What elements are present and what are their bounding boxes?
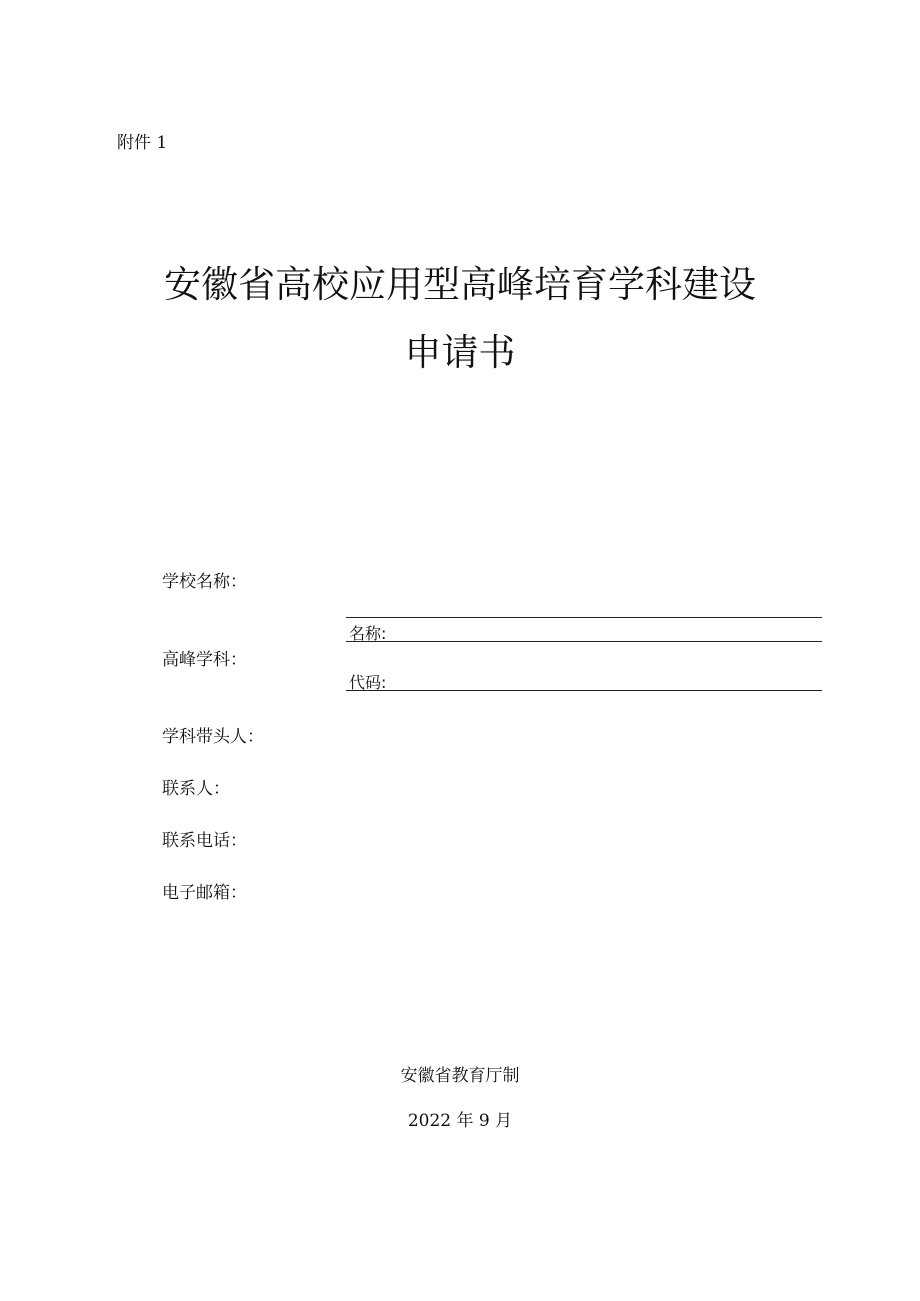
subject-name-top-rule (346, 617, 822, 618)
subject-code-label: 代码: (349, 673, 387, 692)
issue-date: 2022 年 9 月 (407, 1111, 513, 1131)
document-title-line-1: 安徽省高校应用型高峰培育学科建设 (164, 263, 756, 306)
subject-name-field-line (346, 641, 822, 642)
peak-subject-label: 高峰学科： (162, 650, 247, 670)
subject-name-label: 名称: (349, 624, 387, 643)
contact-phone-label: 联系电话： (162, 831, 247, 851)
email-label: 电子邮箱： (162, 883, 247, 903)
subject-leader-label: 学科带头人： (162, 727, 264, 747)
subject-code-field-line (346, 690, 822, 691)
school-name-label: 学校名称： (162, 572, 247, 592)
document-title-line-2: 申请书 (404, 331, 516, 374)
issuer-label: 安徽省教育厅制 (400, 1066, 520, 1086)
attachment-label: 附件 1 (117, 133, 168, 153)
contact-person-label: 联系人： (162, 779, 230, 799)
